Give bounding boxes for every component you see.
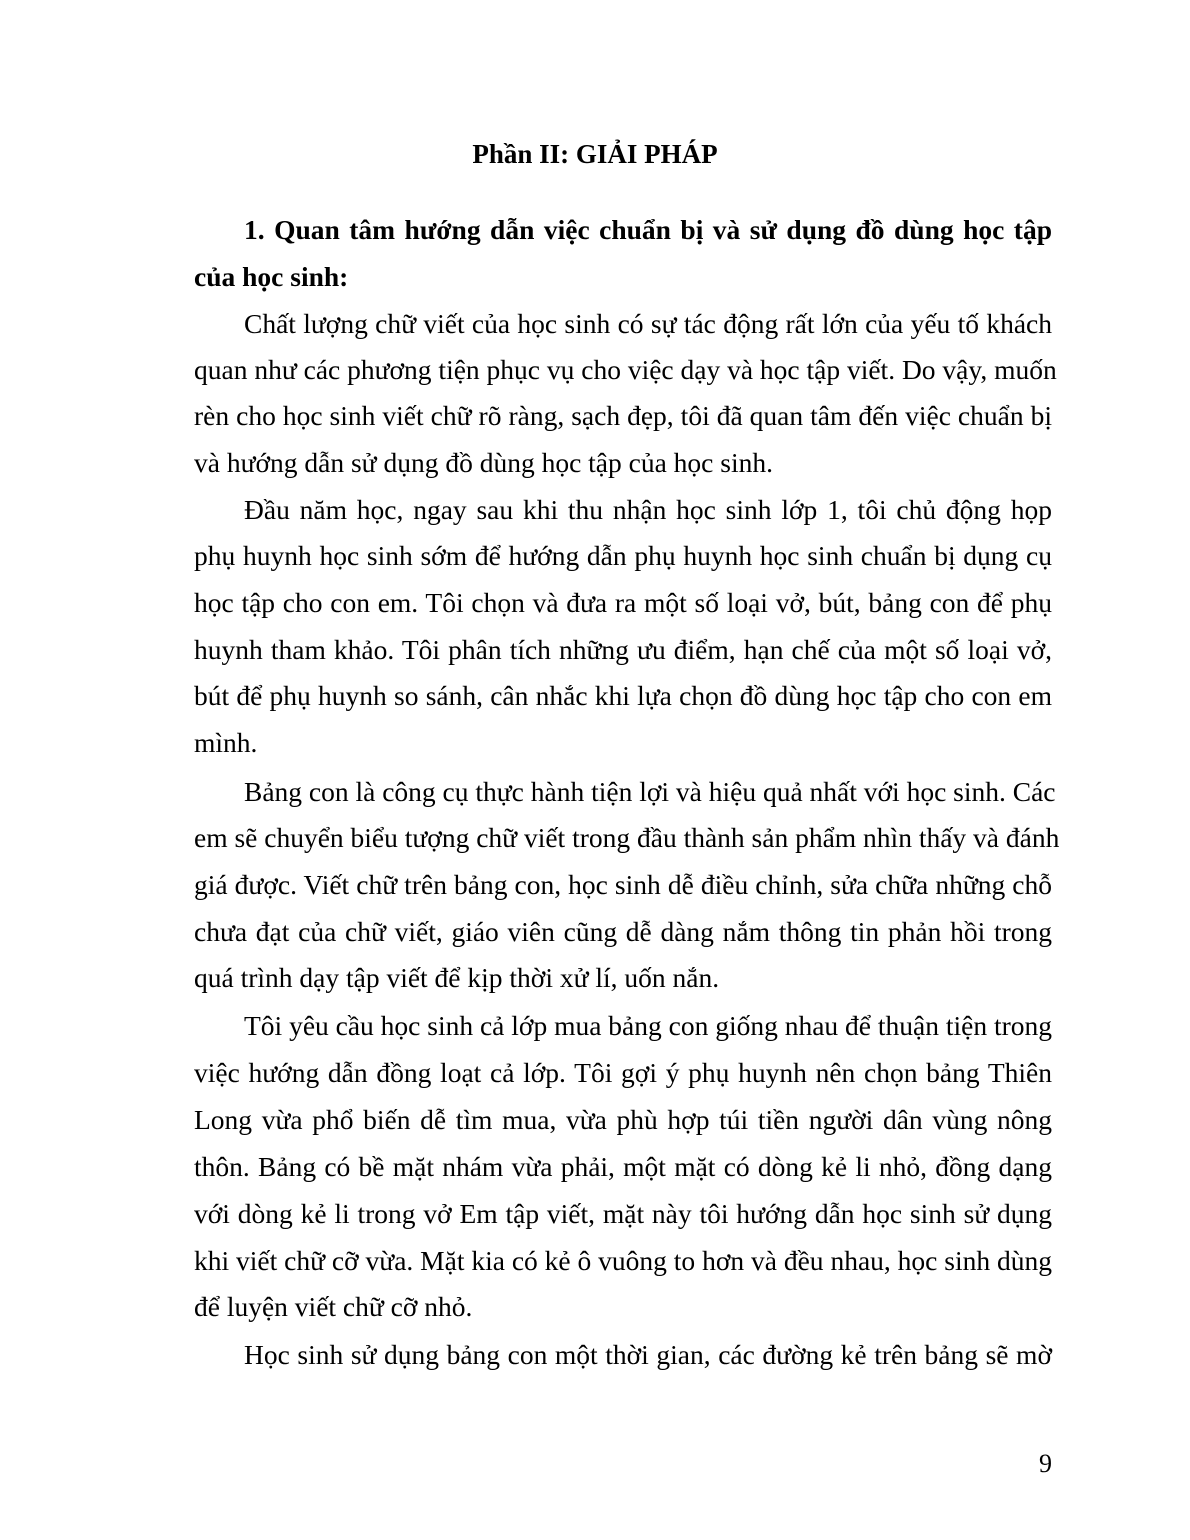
paragraph-3-line: quá trình dạy tập viết để kịp thời xử lí, uốn nắn. [194,962,720,993]
paragraph-1-line: Chất lượng chữ viết của học sinh có sự tác động rất lớn của yếu tố khách [244,308,1052,339]
paragraph-4-line: với dòng kẻ li trong vở Em tập viết, mặt này tôi hướng dẫn học sinh sử dụng [194,1198,1052,1229]
paragraph-4-line: Long vừa phổ biến dễ tìm mua, vừa phù hợp túi tiền người dân vùng nông [194,1104,1052,1135]
page-number: 9 [1039,1449,1052,1478]
paragraph-4-line: thôn. Bảng có bề mặt nhám vừa phải, một mặt có dòng kẻ li nhỏ, đồng dạng [194,1151,1052,1182]
paragraph-3-line: chưa đạt của chữ viết, giáo viên cũng dễ dàng nắm thông tin phản hồi trong [194,916,1052,947]
paragraph-2-line: Đầu năm học, ngay sau khi thu nhận học sinh lớp 1, tôi chủ động họp [244,494,1052,525]
paragraph-2-line: phụ huynh học sinh sớm để hướng dẫn phụ huynh học sinh chuẩn bị dụng cụ [194,540,1052,571]
page-title: Phần II: GIẢI PHÁP [472,139,718,169]
paragraph-2-line: học tập cho con em. Tôi chọn và đưa ra một số loại vở, bút, bảng con để phụ [194,587,1052,618]
paragraph-3-line: em sẽ chuyển biểu tượng chữ viết trong đầu thành sản phẩm nhìn thấy và đánh [194,822,1060,853]
paragraph-1-line: rèn cho học sinh viết chữ rõ ràng, sạch đẹp, tôi đã quan tâm đến việc chuẩn bị [194,400,1052,431]
paragraph-4-line: để luyện viết chữ cỡ nhỏ. [194,1291,473,1322]
paragraph-1-line: và hướng dẫn sử dụng đồ dùng học tập của học sinh. [194,447,773,478]
paragraph-1-line: quan như các phương tiện phục vụ cho việc dạy và học tập viết. Do vậy, muốn [194,354,1057,385]
paragraph-3-line: Bảng con là công cụ thực hành tiện lợi và hiệu quả nhất với học sinh. Các [244,776,1056,807]
paragraph-2-line: huynh tham khảo. Tôi phân tích những ưu điểm, hạn chế của một số loại vở, [194,634,1052,665]
paragraph-4-line: việc hướng dẫn đồng loạt cả lớp. Tôi gợi ý phụ huynh nên chọn bảng Thiên [194,1057,1052,1088]
section-heading-line: 1. Quan tâm hướng dẫn việc chuẩn bị và sử dụng đồ dùng học tập [244,214,1052,245]
paragraph-4-line: khi viết chữ cỡ vừa. Mặt kia có kẻ ô vuông to hơn và đều nhau, học sinh dùng [194,1245,1052,1276]
paragraph-2-line: mình. [194,727,258,758]
paragraph-4-line: Tôi yêu cầu học sinh cả lớp mua bảng con giống nhau để thuận tiện trong [244,1010,1053,1041]
paragraph-5-line: Học sinh sử dụng bảng con một thời gian, các đường kẻ trên bảng sẽ mờ [244,1339,1052,1370]
paragraph-2-line: bút để phụ huynh so sánh, cân nhắc khi lựa chọn đồ dùng học tập cho con em [194,680,1052,711]
section-heading-line: của học sinh: [194,261,349,292]
paragraph-3-line: giá được. Viết chữ trên bảng con, học sinh dễ điều chỉnh, sửa chữa những chỗ [194,869,1052,900]
